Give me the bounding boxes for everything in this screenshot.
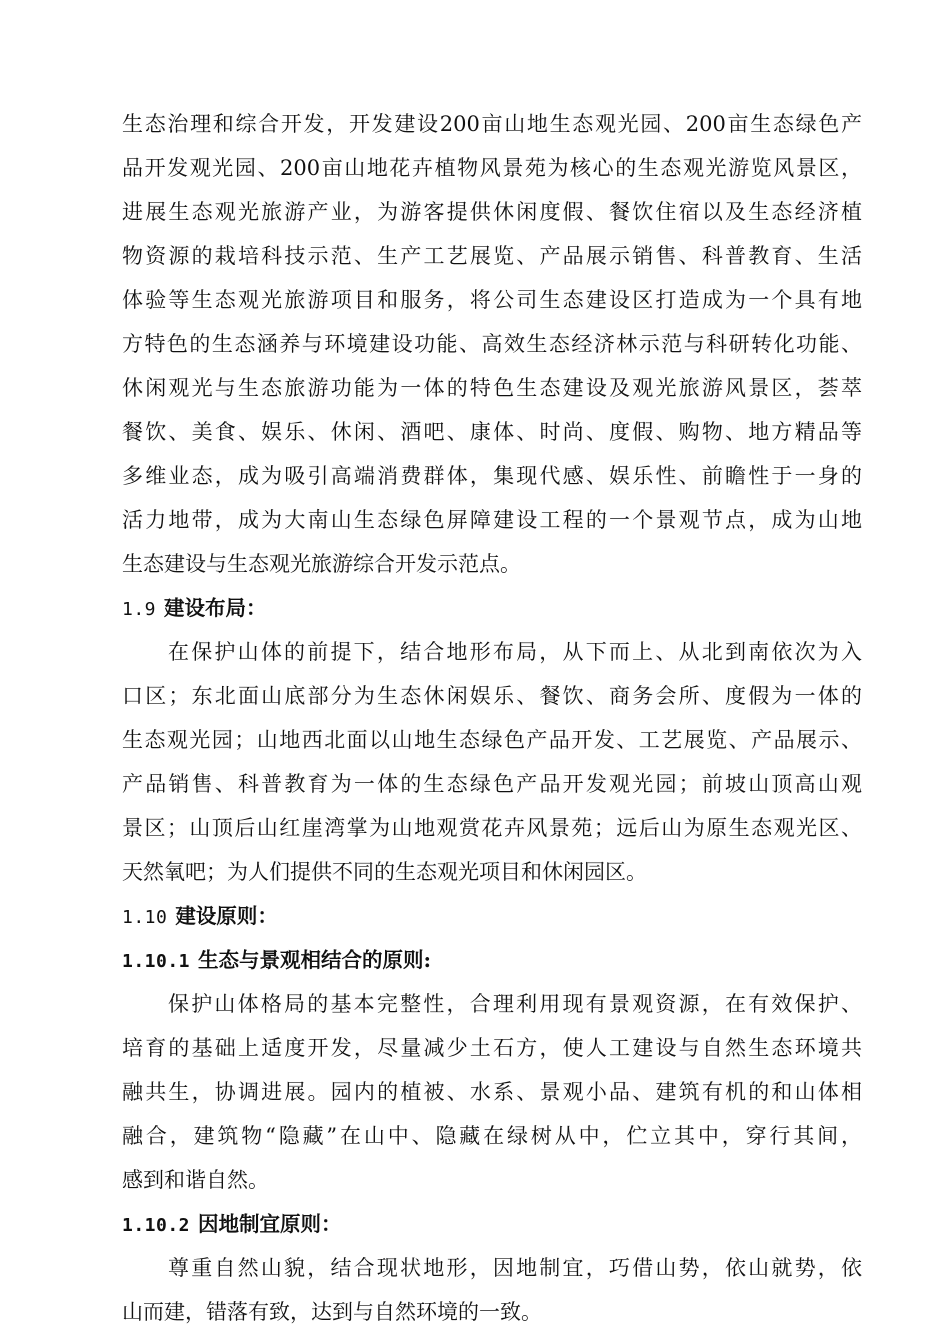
section-number: 1.10.1 <box>122 951 191 972</box>
paragraph-line: 产品销售、科普教育为一体的生态绿色产品开发观光园；前坡山顶高山观 <box>122 772 862 796</box>
paragraph-line: 方特色的生态涵养与环境建设功能、高效生态经济林示范与科研转化功能、 <box>122 332 862 356</box>
paragraph-line: 融合，建筑物“隐藏”在山中、隐藏在绿树从中，伫立其中，穿行其间， <box>122 1124 862 1148</box>
paragraph-line: 多维业态，成为吸引高端消费群体，集现代感、娱乐性、前瞻性于一身的 <box>122 464 862 488</box>
paragraph-line: 培育的基础上适度开发，尽量减少土石方，使人工建设与自然生态环境共 <box>122 1036 862 1060</box>
paragraph-line: 体验等生态观光旅游项目和服务，将公司生态建设区打造成为一个具有地 <box>122 288 862 312</box>
intro-paragraph <box>122 102 862 586</box>
section-number: 1.10.2 <box>122 1215 191 1236</box>
paragraph-line: 尊重自然山貌，结合现状地形，因地制宜，巧借山势，依山就势，依 <box>168 1256 862 1280</box>
paragraph-line: 感到和谐自然。 <box>122 1168 269 1192</box>
section-1-10-2-paragraph <box>122 1246 862 1334</box>
section-title: 因地制宜原则： <box>198 1212 342 1236</box>
paragraph-line: 生态治理和综合开发，开发建设200亩山地生态观光园、200亩生态绿色产 <box>122 112 862 136</box>
section-heading-1-10-2 <box>122 1202 862 1246</box>
paragraph-line: 生态建设与生态观光旅游综合开发示范点。 <box>122 552 521 576</box>
section-number: 1.9 <box>122 599 157 620</box>
paragraph-line: 景区；山顶后山红崖湾掌为山地观赏花卉风景苑；远后山为原生态观光区、 <box>122 816 862 840</box>
section-1-9-paragraph <box>122 630 862 894</box>
paragraph-line: 进展生态观光旅游产业，为游客提供休闲度假、餐饮住宿以及生态经济植 <box>122 200 862 224</box>
paragraph-line: 休闲观光与生态旅游功能为一体的特色生态建设及观光旅游风景区，荟萃 <box>122 376 862 400</box>
section-heading-1-10-1 <box>122 938 862 982</box>
section-number: 1.10 <box>122 907 168 928</box>
section-heading-1-10 <box>122 894 862 938</box>
section-1-10-1-paragraph <box>122 982 862 1202</box>
paragraph-line: 物资源的栽培科技示范、生产工艺展览、产品展示销售、科普教育、生活 <box>122 244 862 268</box>
section-title: 建设原则： <box>175 904 278 928</box>
paragraph-line: 品开发观光园、200亩山地花卉植物风景苑为核心的生态观光游览风景区， <box>122 156 862 180</box>
paragraph-line: 天然氧吧；为人们提供不同的生态观光项目和休闲园区。 <box>122 860 647 884</box>
paragraph-line: 保护山体格局的基本完整性，合理利用现有景观资源，在有效保护、 <box>168 992 862 1016</box>
section-title: 建设布局： <box>164 596 267 620</box>
paragraph-line: 餐饮、美食、娱乐、休闲、酒吧、康体、时尚、度假、购物、地方精品等 <box>122 420 862 444</box>
paragraph-line: 活力地带，成为大南山生态绿色屏障建设工程的一个景观节点，成为山地 <box>122 508 862 532</box>
paragraph-line: 融共生，协调进展。园内的植被、水系、景观小品、建筑有机的和山体相 <box>122 1080 862 1104</box>
paragraph-line: 生态观光园；山地西北面以山地生态绿色产品开发、工艺展览、产品展示、 <box>122 728 862 752</box>
paragraph-line: 口区；东北面山底部分为生态休闲娱乐、餐饮、商务会所、度假为一体的 <box>122 684 862 708</box>
paragraph-line: 在保护山体的前提下，结合地形布局，从下而上、从北到南依次为入 <box>168 640 862 664</box>
paragraph-line: 山而建，错落有致，达到与自然环境的一致。 <box>122 1300 542 1324</box>
section-title: 生态与景观相结合的原则: <box>198 948 432 972</box>
document-page <box>122 102 862 1334</box>
section-heading-1-9 <box>122 586 862 630</box>
